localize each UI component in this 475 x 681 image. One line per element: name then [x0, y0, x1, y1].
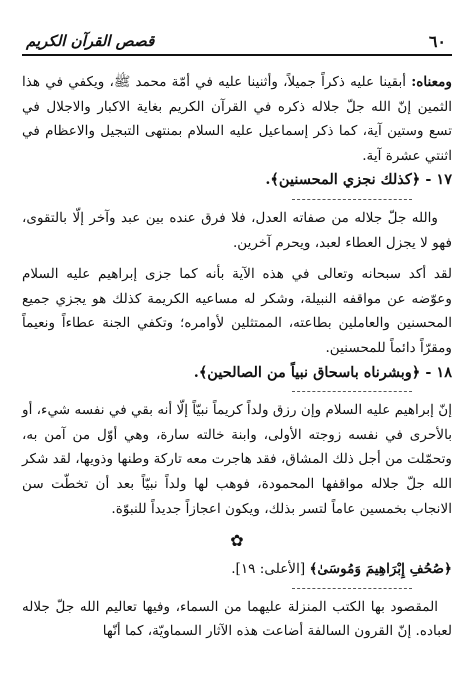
page-number: ٦٠ [428, 32, 446, 51]
paragraph-reward: لقد أكد سبحانه وتعالى في هذه الآية بأنه كما جزى إبراهيم عليه السلام وعوّضه عن مواقفه النبيلة، وشكر له مساعيه الكريمة كذلك هو يجزي جميع المحسنين والعاملين بطاعته، الممتثلين لأوامره؛ وتكفي الجنة عطاءاً ونعيماً ومقرّاً دائماً للمحسنين. [22, 266, 452, 356]
paragraph-ibrahim: إنّ إبراهيم عليه السلام وإن رزق ولداً كريماً نبيّاً إلّا أنه بقي في نفسه شيء، أو بالأحرى في نفسه زوجته الأولى، وابنة خالته سارة، وهي أوّل من آمن به، وتحمّلت من أجل ذلك المشاق، فقد هاجرت معه تاركة وطنها وذويها، لقد شكر الله جلّ جلاله مواقفها المحمودة، فوهب لها ولداً نبيّاً بعد أن تخطّت سن الانجاب بخمسين عاماً لتسر بذلك، ويكون اعجازاً جديداً للنبوّة. [22, 402, 452, 517]
verse-quote: ﴿صُحُفِ إِبْرَاهِيمَ وَمُوسَىٰ﴾ [309, 561, 452, 578]
verse-underline [292, 588, 412, 589]
heading-17-underline [292, 199, 412, 200]
verse-reference: [الأعلى: ١٩]. [231, 561, 310, 578]
paragraph-justice: والله جلّ جلاله من صفاته العدل، فلا فرق عنده بين عبد وآخر إلّا بالتقوى، فهو لا يجزل العطاء لعبد، ويحرم آخرين. [22, 209, 452, 251]
flower-ornament-icon: ✿ [230, 531, 244, 551]
page [22, 30, 452, 670]
page-header [22, 30, 452, 56]
verse-line [22, 557, 452, 582]
meaning-label: ومعناه: [411, 74, 452, 90]
paragraph-meaning [22, 70, 452, 168]
paragraph-scriptures: المقصود بها الكتب المنزلة عليهما من السماء، وفيها تعاليم الله جلّ جلاله لعباده. إنّ القرون السالفة أضاعت هذه الآثار السماويّة، كما أنّها [22, 598, 452, 640]
page-body [22, 70, 452, 644]
heading-17: ١٧ - ﴿كذلك نجزي المحسنين﴾. [265, 171, 452, 189]
book-title: قصص القرآن الكريم [26, 32, 155, 50]
heading-18-underline [292, 391, 412, 392]
meaning-text: أبقينا عليه ذكراً جميلاً، وأثنينا عليه في أمّة محمد ﷺ، ويكفي في هذا الثمين إنّ الله جلّ جلاله ذكره في القرآن الكريم بغاية الاكبار والاجلال في تسع وستين آية، كما ذكر إسماعيل عليه السلام بمنتهى التبجيل والاعظام في اثنتي عشرة آية. [22, 74, 452, 164]
header-divider [22, 54, 452, 56]
heading-18: ١٨ - ﴿وبشرناه باسحاق نبياً من الصالحين﴾. [193, 363, 452, 381]
